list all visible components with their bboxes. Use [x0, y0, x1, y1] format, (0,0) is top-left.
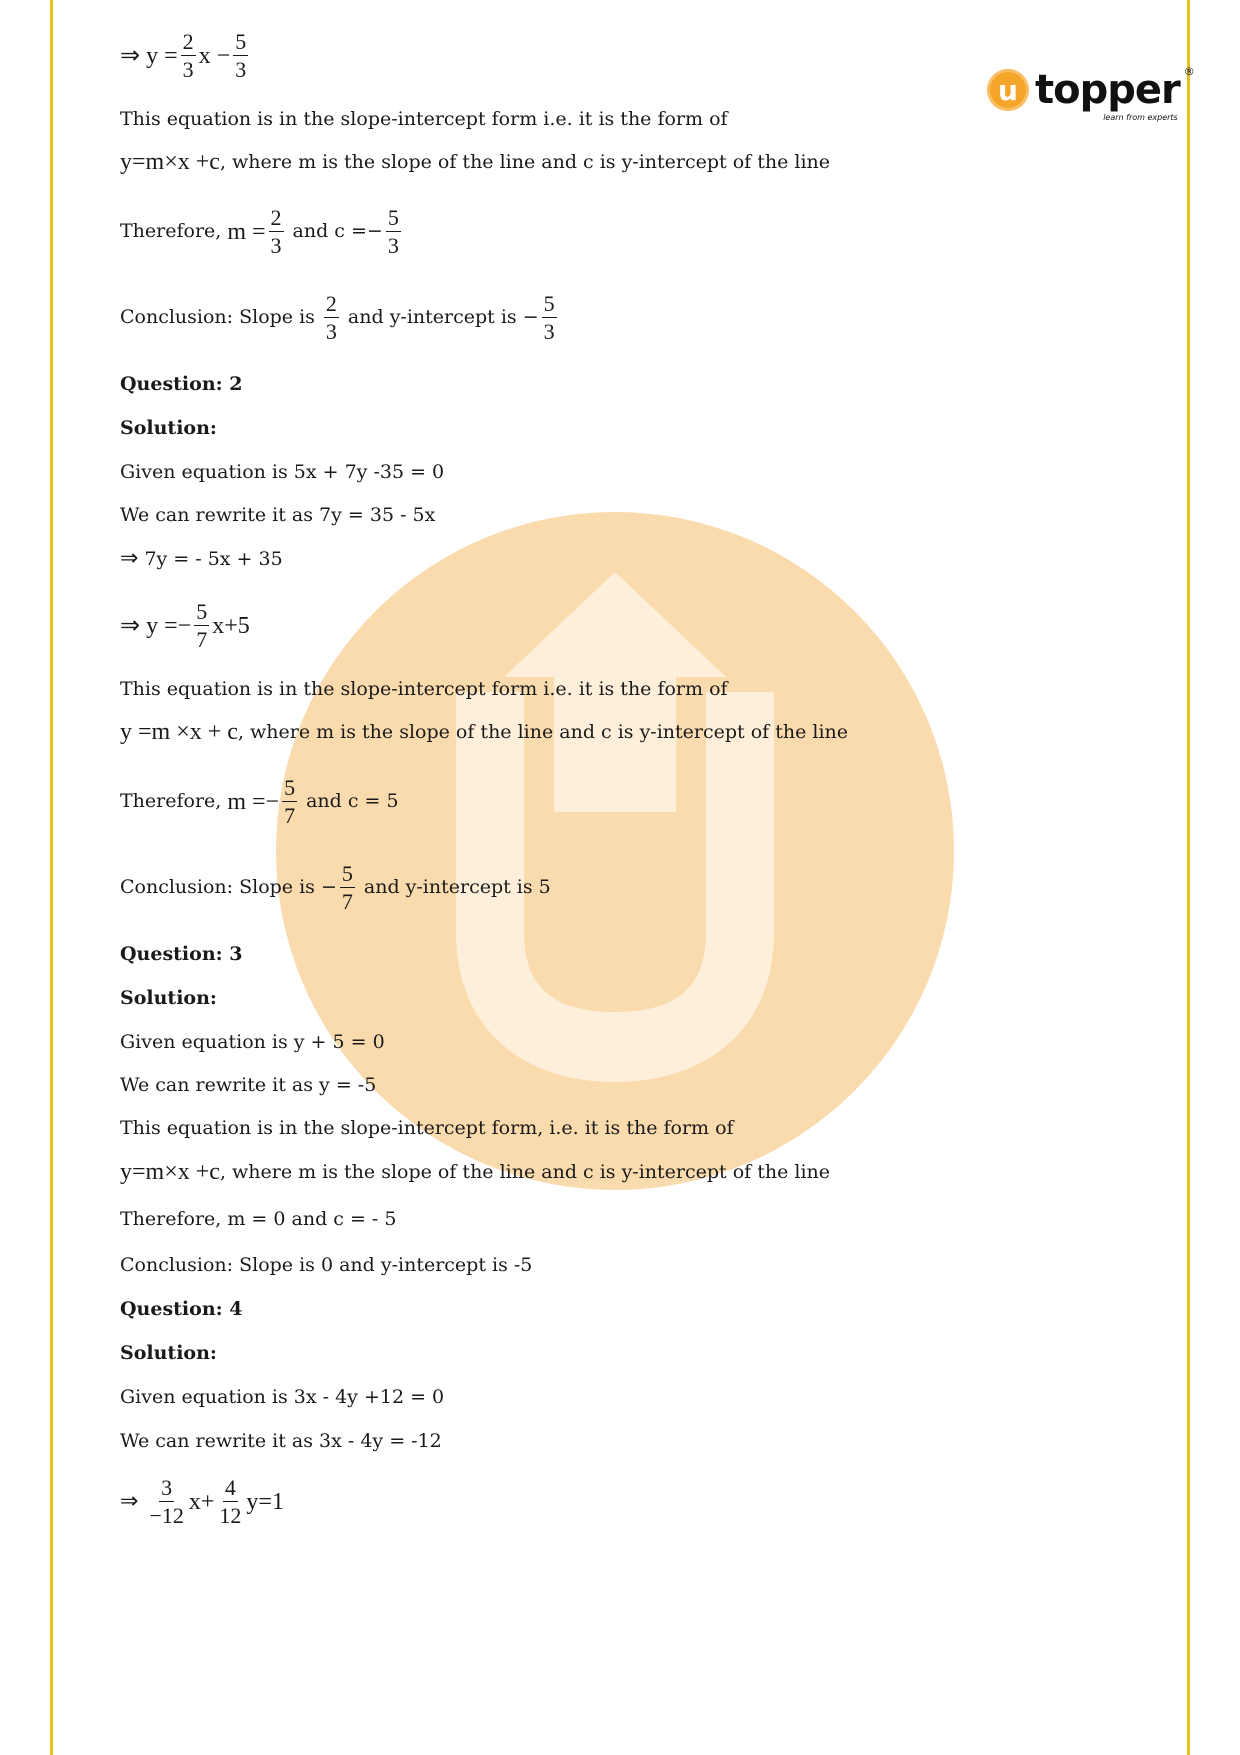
equation-row: ⇒ 7y = - 5x + 35: [120, 546, 283, 571]
paragraph: Given equation is 5x + 7y -35 = 0: [120, 461, 445, 483]
solution-heading: Solution:: [120, 987, 217, 1009]
fraction: $\frac{5}{3}$: [543, 291, 555, 345]
conclusion-row: Conclusion: Slope is − $\frac{5}{7}$ and y-intercept is 5: [120, 861, 551, 915]
therefore-row: Therefore, m =− $\frac{5}{7}$ and c = 5: [120, 775, 399, 829]
page-border-left: [50, 0, 53, 1755]
paragraph: Given equation is 3x - 4y +12 = 0: [120, 1386, 445, 1408]
fraction: $\frac{5}{3}$: [387, 205, 399, 259]
question-heading: Question: 3: [120, 943, 243, 965]
fraction: $\frac{2}{3}$: [325, 291, 337, 345]
equation-row: ⇒ y = $\frac{2}{3}$ x − $\frac{5}{3}$: [120, 29, 247, 83]
paragraph: This equation is in the slope-intercept form i.e. it is the form of: [120, 678, 728, 700]
paragraph: We can rewrite it as 3x - 4y = -12: [120, 1430, 442, 1452]
solution-heading: Solution:: [120, 417, 217, 439]
logo-registered-mark: ®: [1183, 65, 1194, 78]
fraction: $\frac{2}{3}$: [270, 205, 282, 259]
logo-wordmark: topper: [1035, 67, 1180, 113]
fraction: $\frac{5}{3}$: [235, 29, 247, 83]
general-form-row: y=m×x +c , where m is the slope of the line and c is y-intercept of the line: [120, 1159, 831, 1185]
logo-badge-icon: u: [987, 69, 1029, 111]
fraction: $\frac{5}{7}$: [284, 775, 296, 829]
paragraph: Given equation is y + 5 = 0: [120, 1031, 385, 1053]
equation-row: ⇒ $\frac{3}{-12}$ x+ $\frac{4}{12}$ y=1: [120, 1475, 284, 1529]
paragraph: This equation is in the slope-intercept form, i.e. it is the form of: [120, 1117, 734, 1139]
question-heading: Question: 4: [120, 1298, 243, 1320]
page-border-right: [1187, 0, 1190, 1755]
general-form-row: y =m ×x + c , where m is the slope of the line and c is y-intercept of the line: [120, 719, 849, 745]
solution-heading: Solution:: [120, 1342, 217, 1364]
fraction: $\frac{4}{12}$: [219, 1475, 242, 1529]
implies-arrow-icon: ⇒: [120, 546, 139, 571]
logo-tagline: learn from experts: [1103, 113, 1178, 122]
paragraph: Conclusion: Slope is 0 and y-intercept is -5: [120, 1254, 533, 1276]
equation-row: ⇒ y =− $\frac{5}{7}$ x+5: [120, 599, 250, 653]
fraction: $\frac{2}{3}$: [182, 29, 194, 83]
fraction: $\frac{5}{7}$: [196, 599, 208, 653]
question-heading: Question: 2: [120, 373, 243, 395]
general-form-row: y=m×x +c , where m is the slope of the line and c is y-intercept of the line: [120, 149, 831, 175]
paragraph: We can rewrite it as y = -5: [120, 1074, 377, 1096]
conclusion-row: Conclusion: Slope is $\frac{2}{3}$ and y-intercept is − $\frac{5}{3}$: [120, 291, 555, 345]
fraction: $\frac{5}{7}$: [341, 861, 353, 915]
therefore-row: Therefore, m = $\frac{2}{3}$ and c =− $\frac{5}{3}$: [120, 205, 399, 259]
topper-logo: [987, 64, 1194, 122]
implies-arrow-icon: ⇒: [120, 1488, 139, 1514]
paragraph: We can rewrite it as 7y = 35 - 5x: [120, 504, 436, 526]
watermark-logo-icon: [276, 512, 954, 1190]
fraction: $\frac{3}{-12}$: [149, 1475, 184, 1529]
paragraph: Therefore, m = 0 and c = - 5: [120, 1208, 397, 1230]
paragraph: This equation is in the slope-intercept form i.e. it is the form of: [120, 108, 728, 130]
